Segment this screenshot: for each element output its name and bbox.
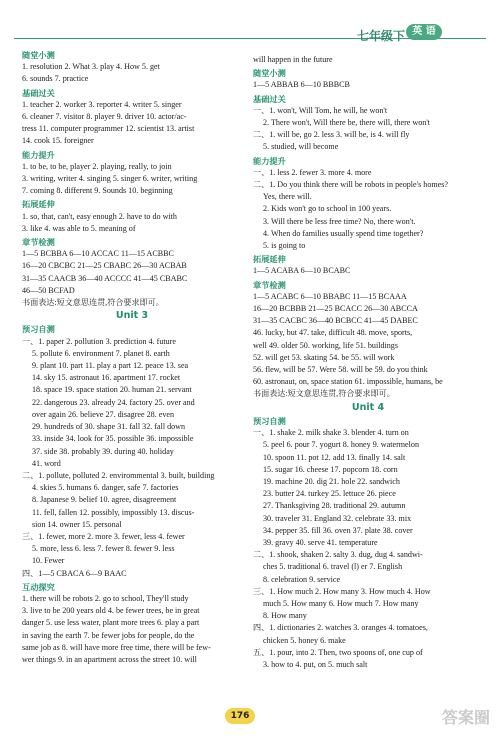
section-heading: 能力提升 (253, 155, 286, 166)
answer-line: well 49. older 50. working, life 51. buildings (253, 340, 398, 350)
answer-line: 3. writing, writer 4. singing 5. singer 6. writer, writing (22, 174, 198, 184)
answer-line: 5. peel 6. pour 7. yogurt 8. honey 9. watermelon (263, 440, 419, 450)
answer-line: 二、1. shook, shaken 2. salty 3. dug, dug 4. sandwi- (253, 550, 423, 560)
answer-line: 8. How many (263, 611, 307, 621)
answer-line: 37. side 38. probably 39. during 40. holiday (32, 446, 174, 456)
answer-line: 2. Kids won't go to school in 100 years. (263, 204, 392, 214)
answer-line: 8. Japanese 9. belief 10. agree, disagreement (32, 495, 177, 505)
answer-line: 16—20 CBCBC 21—25 CBABC 26—30 ACBAB (22, 261, 187, 271)
answer-line: 1—5 ACABC 6—10 BBABC 11—15 BCAAA (253, 291, 407, 301)
answer-line: 6. cleaner 7. visitor 8. player 9. driver 10. actor/ac- (22, 112, 187, 122)
answer-line: 60. astronaut, on, space station 61. impossible, humans, be (253, 377, 443, 387)
answer-line: chicken 5. honey 6. make (263, 635, 346, 645)
answer-line: 19. machine 20. dig 21. hole 22. sandwich (263, 476, 400, 486)
unit-title: Unit 4 (351, 401, 385, 413)
answer-line: 39. gravy 40. serve 41. temperature (263, 537, 378, 547)
answer-line: 34. pepper 35. fill 36. oven 37. plate 38. cover (263, 525, 413, 535)
section-heading: 章节检测 (253, 279, 286, 290)
answer-line: 1. teacher 2. worker 3. reporter 4. writer 5. singer (22, 99, 182, 109)
subject-badge: 英 语 (406, 24, 442, 40)
answer-line: 3. Will there be less free time? No, there won't. (263, 216, 416, 226)
section-heading: 基础过关 (22, 87, 55, 98)
answer-line: 1—5 ABBAB 6—10 BBBCB (253, 80, 350, 90)
answer-line: 1. there will be robots 2. go to school, They'll study (22, 593, 189, 603)
answer-line: much 5. How many 6. How much 7. How many (263, 598, 419, 608)
answer-line: will happen in the future (253, 55, 333, 64)
grade-label: 七年级下 (356, 29, 405, 43)
answer-line: 一、1. won't, Will Tom, he will, he won't (253, 105, 388, 115)
answer-line: 10. Fewer (32, 556, 65, 566)
answer-line: 41. word (32, 458, 61, 468)
answer-line: 3. how to 4. put, on 5. much salt (263, 659, 368, 669)
answer-line: 一、1. less 2. fewer 3. more 4. more (253, 167, 372, 177)
answer-line: 3. live to be 200 years old 4. be fewer trees, be in great (22, 606, 200, 616)
answer-line: 四、1—5 CBACA 6—9 BAAC (22, 568, 127, 578)
answer-line: wer things 9. in an apartment across the street 10. will (22, 654, 197, 664)
answer-line: 6. sounds 7. practice (22, 74, 89, 84)
answer-line: 46—50 BCFAD (22, 285, 75, 295)
answer-line: 二、1. pollute, polluted 2. envirommental 3. built, building (22, 470, 215, 480)
answer-line: 31—35 CAACB 36—40 ACCCC 41—45 CBABC (22, 273, 188, 283)
section-heading: 章节检测 (22, 237, 55, 248)
answer-line: 9. plant 10. part 11. play a part 12. peace 13. sea (32, 361, 189, 371)
answer-line: 5. pollute 6. environment 7. planet 8. earth (32, 348, 170, 358)
section-heading: 预习自测 (253, 415, 286, 426)
answer-line: 五、1. pour, into 2. Then, two spoons of, one cup of (253, 647, 423, 657)
left-column (22, 48, 242, 666)
answer-line: 14. sky 15. astronaut 16. apartment 17. rocket (32, 373, 181, 383)
section-heading: 拓展延伸 (22, 199, 55, 210)
answer-line: 2. There won't, Will there be, there will, there won't (263, 118, 431, 128)
answer-line: 二、1. Do you think there will be robots in people's homes? (253, 180, 449, 190)
answer-line: 一、1. paper 2. pollution 3. prediction 4. future (22, 336, 176, 346)
answer-line: in saving the earth 7. be fewer jobs for people, do the (22, 630, 195, 640)
section-heading: 互动探究 (22, 581, 55, 592)
answer-line: 11. fell, fallen 12. possibly, impossibly 13. discus- (32, 507, 195, 517)
answer-line: 29. hundreds of 30. shape 31. fall 32. fall down (32, 422, 186, 432)
answer-line: same job as 8. will have more free time, there will be few- (22, 642, 211, 652)
answer-line: 18. space 19. space station 20. human 21. servant (32, 385, 192, 395)
answer-line: 1. to be, to be, player 2. playing, really, to join (22, 161, 172, 171)
answer-line: 46. lucky, but 47. take, difficult 48. move, sports, (253, 328, 413, 338)
answer-line: 30. traveler 31. England 32. celebrate 33. mix (263, 513, 412, 523)
answer-line: sion 14. owner 15. personal (32, 519, 122, 529)
answer-line: 27. Thanksgiving 28. traditional 29. autumn (263, 501, 406, 511)
answer-line: 一、1. shake 2. milk shake 3. blender 4. turn on (253, 428, 409, 438)
answer-line: 4. When do families usually spend time together? (263, 228, 424, 238)
answer-line: 二、1. will be, go 2. less 3. will be, is 4. will fly (253, 130, 410, 140)
answer-line: 8. celebration 9. service (263, 574, 341, 584)
answer-line: 1. resolution 2. What 3. play 4. How 5. get (22, 62, 160, 72)
right-column (253, 54, 483, 671)
answer-line: 23. butter 24. turkey 25. lettuce 26. piece (263, 489, 396, 499)
answer-line: 5. more, less 6. less 7. fewer 8. fewer 9. less (32, 544, 175, 554)
section-heading: 预习自测 (22, 324, 55, 335)
answer-line: 33. inside 34. look for 35. possible 36. impossible (32, 434, 194, 444)
answer-line: 1—5 BCBBA 6—10 ACCAC 11—15 ACBBC (22, 249, 174, 259)
answer-line: 书面表达:短文意思连贯,符合要求即可。 (22, 298, 164, 308)
answer-line: 22. dangerous 23. already 24. factory 25. over and (32, 397, 195, 407)
answer-line: 三、1. How much 2. How many 3. How much 4. How (253, 586, 431, 596)
section-heading: 拓展延伸 (253, 254, 286, 265)
page-number: 176 (225, 708, 255, 724)
answer-line: 7. coming 8. different 9. Sounds 10. beginning (22, 186, 173, 196)
answer-line: 14. cook 15. foreigner (22, 136, 94, 146)
answer-line: 52. will get 53. skating 54. be 55. will work (253, 352, 395, 362)
answer-line: Yes, there will. (263, 192, 312, 202)
answer-line: 10. spoon 11. pot 12. add 13. finally 14. salt (263, 452, 406, 462)
answer-line: 1. so, that, can't, easy enough 2. have to do with (22, 211, 177, 221)
answer-line: 4. skies 5. humans 6. danger, safe 7. factories (32, 483, 179, 493)
answer-line: 31—35 CACBC 36—40 BCBCC 41—45 DABEC (253, 316, 418, 326)
section-heading: 随堂小测 (22, 50, 55, 60)
answer-line: over again 26. believe 27. disagree 28. even (32, 409, 175, 419)
answer-line: 书面表达:短文意思连贯,符合要求即可。 (253, 389, 395, 399)
answer-line: tress 11. computer programmer 12. scientist 13. artist (22, 124, 195, 134)
answer-line: 1—5 ACABA 6—10 BCABC (253, 266, 351, 276)
answer-line: 四、1. dictionaries 2. watches 3. oranges 4. tomatoes, (253, 623, 428, 633)
answer-line: danger 5. use less water, plant more trees 6. play a part (22, 618, 200, 628)
unit-title: Unit 3 (115, 310, 149, 322)
answer-line: 56. flew, will be 57. Were 58. will be 59. do you think (253, 365, 428, 375)
answer-line: 5. is going to (263, 241, 306, 251)
section-heading: 随堂小测 (253, 68, 286, 79)
answer-line: 5. studied, will become (263, 142, 339, 152)
answer-line: ches 5. traditional 6. travel (l) er 7. English (263, 562, 403, 572)
answer-line: 3. like 4. was able to 5. meaning of (22, 223, 136, 233)
section-heading: 基础过关 (253, 93, 286, 104)
answer-line: 16—20 BCBBB 21—25 BCACC 26—30 ABCCA (253, 304, 418, 314)
answer-line: 15. sugar 16. cheese 17. popcorn 18. corn (263, 464, 398, 474)
watermark: 答案圈 (441, 708, 490, 727)
answer-line: 三、1. fewer, more 2. more 3. fewer, less 4. fewer (22, 531, 185, 541)
section-heading: 能力提升 (22, 149, 55, 160)
